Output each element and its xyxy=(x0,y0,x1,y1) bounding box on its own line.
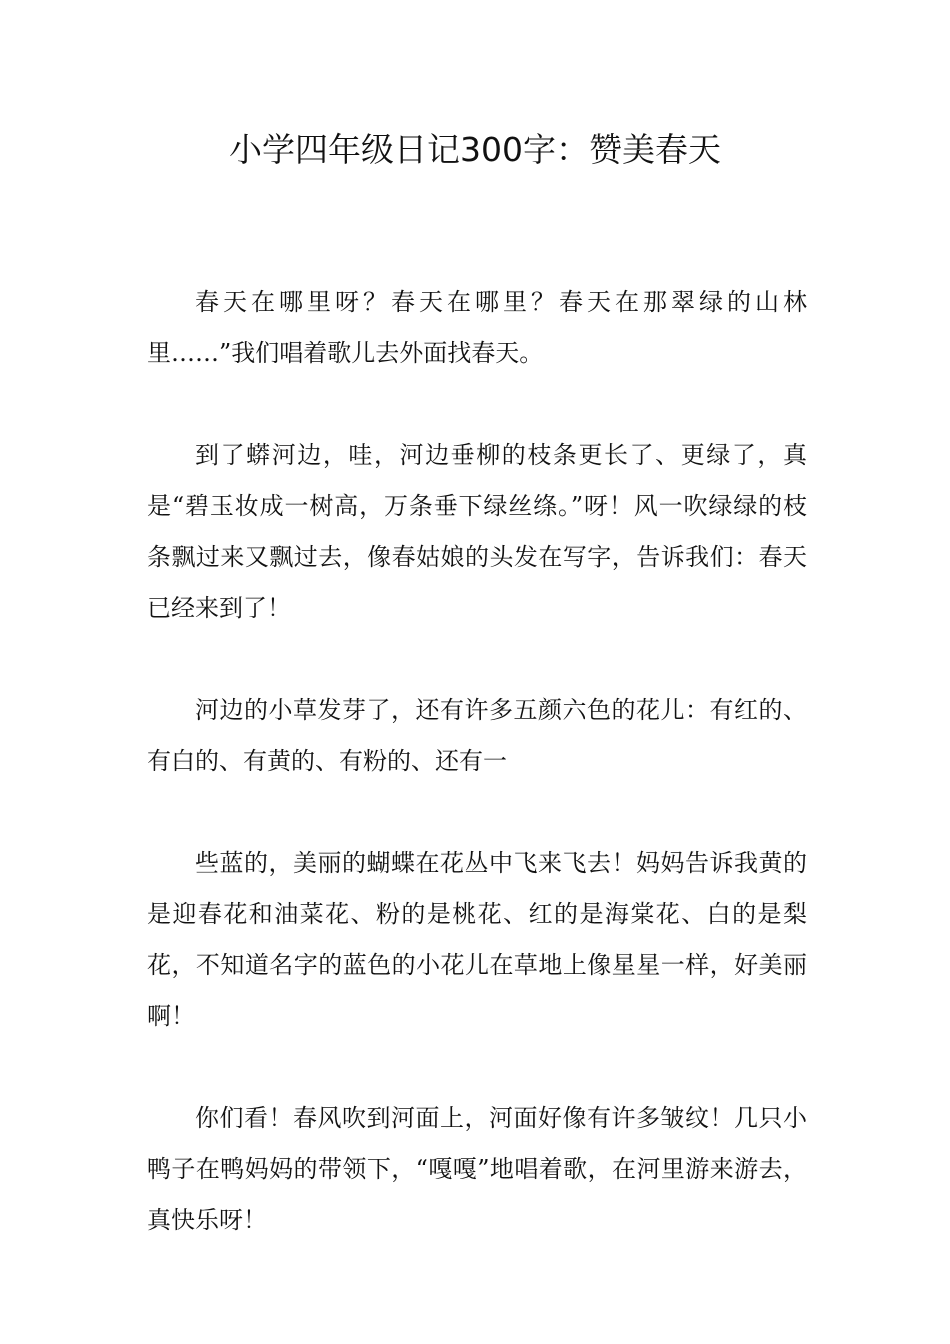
paragraph-4: 些蓝的，美丽的蝴蝶在花丛中飞来飞去！妈妈告诉我黄的是迎春花和油菜花、粉的是桃花、红的是海棠花、白的是梨花，不知道名字的蓝色的小花儿在草地上像星星一样，好美丽啊！ xyxy=(147,849,807,1030)
document-body xyxy=(147,277,807,1246)
paragraph-3: 河边的小草发芽了，还有许多五颜六色的花儿：有红的、有白的、有黄的、有粉的、还有一 xyxy=(147,696,807,775)
document-title: 小学四年级日记300字：赞美春天 xyxy=(229,130,721,169)
paragraph-1: 春天在哪里呀？春天在哪里？春天在那翠绿的山林里……”我们唱着歌儿去外面找春天。 xyxy=(147,288,807,367)
paragraph-5: 你们看！春风吹到河面上，河面好像有许多皱纹！几只小鸭子在鸭妈妈的带领下，“嘎嘎”地唱着歌，在河里游来游去，真快乐呀！ xyxy=(147,1104,807,1234)
paragraph-2: 到了蟒河边，哇，河边垂柳的枝条更长了、更绿了，真是“碧玉妆成一树高，万条垂下绿丝绦。”呀！风一吹绿绿的枝条飘过来又飘过去，像春姑娘的头发在写字，告诉我们：春天已经来到了！ xyxy=(147,441,807,622)
